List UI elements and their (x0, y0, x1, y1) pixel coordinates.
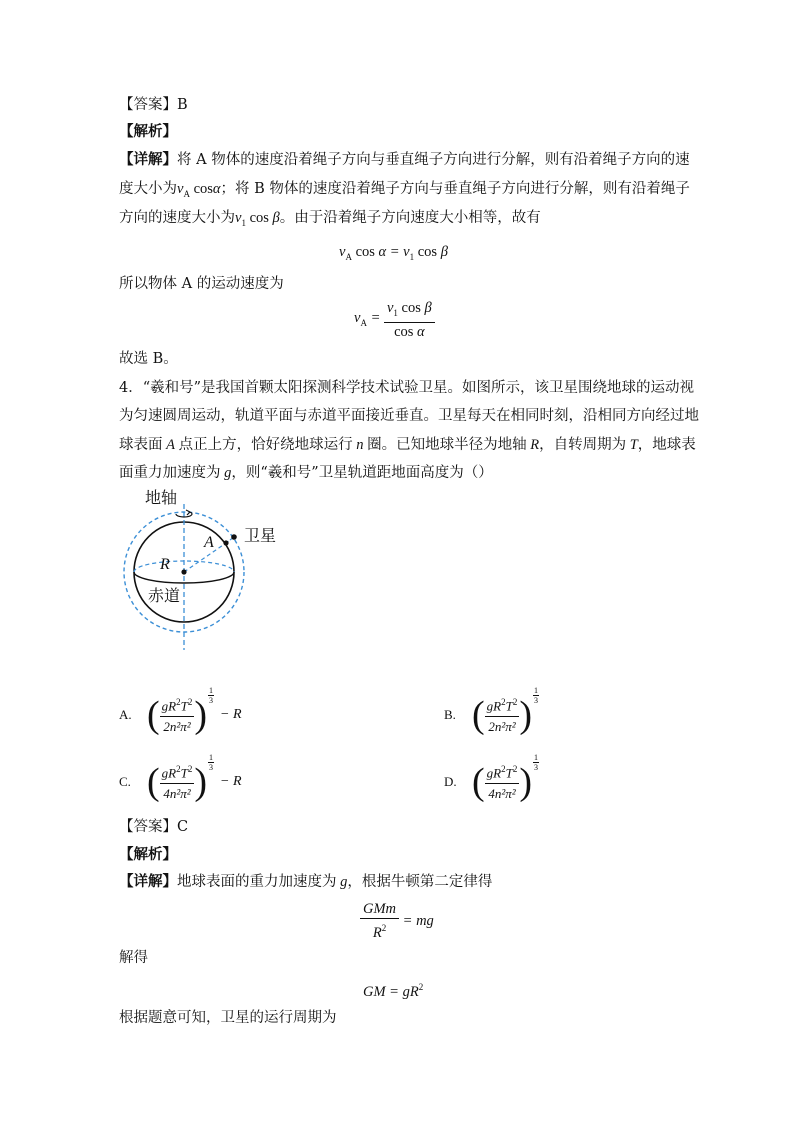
q3-detail-line2 (119, 179, 690, 204)
q3-detail-line3 (119, 208, 541, 233)
q3-line1-text: 将 A 物体的速度沿着绳子方向与垂直绳子方向进行分解，则有沿着绳子方向的速 (177, 152, 690, 168)
option-b-label: B. (444, 706, 456, 722)
q4-period-intro: 根据题意可知，卫星的运行周期为 (119, 1010, 337, 1026)
q3-line2b-text: ；将 B 物体的速度沿着绳子方向与垂直绳子方向进行分解，则有沿着绳子 (220, 181, 690, 197)
option-d-label: D. (444, 773, 457, 789)
option-b[interactable]: B. ( $\frac{gR^2T^2}{\text{2n²π²}}$ ) 1 3 (444, 686, 538, 736)
equation-gm: GM = $gR^2$ (363, 982, 424, 1000)
q4-line4: 面重力加速度为 g，则“羲和号”卫星轨道距地面高度为（） (119, 465, 493, 481)
q4-line3d-text: ，自转周期为 (539, 437, 627, 453)
fraction-va: $\frac{v_1 \cos \beta}{\text{cos α}}$ (384, 300, 435, 340)
q4-answer: 【答案】C (119, 819, 189, 835)
label-radius: R (160, 556, 170, 573)
option-a-denominator: 2n²π² (163, 719, 191, 735)
option-a-label: A. (119, 706, 132, 722)
q4-line4b-text: ，则“羲和号”卫星轨道距地面高度为（） (231, 465, 493, 481)
q3-answer: 【答案】B (119, 97, 188, 113)
q4-analysis-heading: 【解析】 (119, 846, 177, 863)
point-a (223, 540, 228, 545)
option-c-denominator: 4n²π² (163, 786, 191, 802)
satellite-point (231, 534, 237, 540)
q3-analysis-heading: 【解析】 (119, 123, 177, 140)
formula-va-cos: $v_A$ cosα (177, 181, 221, 199)
q3-line3b-text: 。由于沿着绳子方向速度大小相等，故有 (279, 210, 541, 226)
option-c-label: C. (119, 773, 131, 789)
q4-detail-line1: 【详解】地球表面的重力加速度为 g，根据牛顿第二定律得 (119, 873, 493, 890)
q4-line3e-text: ，地球表 (637, 437, 696, 453)
option-d-denominator: 4n²π² (488, 786, 516, 802)
equation-velocity-equal: $v_A$ $\cos \alpha = v_1$ cos β (339, 244, 448, 262)
q4-line3: 球表面 A 点正上方，恰好绕地球运行 n 圈。已知地球半径为地轴 R，自转周期为 T，地球表 (119, 437, 696, 453)
label-satellite: 卫星 (244, 526, 277, 545)
label-point-a: A (204, 534, 214, 551)
q3-choose: 故选 B。 (119, 351, 178, 367)
option-c[interactable]: C. ( $\frac{gR^2T^2}{\text{4n²π²}}$ ) 1 3 − R (119, 753, 242, 803)
center-point (181, 569, 186, 574)
q4-detail-tag: 【详解】 (119, 873, 177, 890)
label-equator: 赤道 (148, 586, 181, 605)
q4-solve: 解得 (119, 950, 148, 966)
option-d[interactable]: D. ( $\frac{gR^2T^2}{\text{4n²π²}}$ ) 1 3 (444, 753, 538, 803)
q3-line2a-text: 度大小为 (119, 181, 177, 197)
q4-line3c-text: 圈。已知地球半径为地轴 (367, 437, 527, 453)
formula-v1-cos: $v_1$ cos β (235, 210, 280, 228)
option-a[interactable]: A. ( $\frac{gR^2T^2}{\text{2n²π²}}$ ) 1 3 − R (119, 686, 242, 736)
q3-so-line: 所以物体 A 的运动速度为 (119, 276, 284, 292)
q4-line4a-text: 面重力加速度为 (119, 465, 221, 481)
option-b-denominator: 2n²π² (488, 719, 516, 735)
q3-detail-line1 (119, 150, 690, 170)
equation-va: $v_A$ = $\frac{v_1 \cos \beta}{\text{cos α}}$ (354, 300, 435, 340)
q4-detail1a-text: 地球表面的重力加速度为 (177, 874, 337, 890)
q3-detail-tag: 【详解】 (119, 151, 177, 168)
q3-line3a-text: 方向的速度大小为 (119, 210, 235, 226)
q4-line2: 为匀速圆周运动，轨道平面与赤道平面接近垂直。卫星每天在相同时刻，沿相同方向经过地 (119, 408, 699, 424)
q4-line3b-text: 点正上方，恰好绕地球运行 (178, 437, 353, 453)
earth-orbit-figure (118, 486, 288, 654)
q4-line3a-text: 球表面 (119, 437, 163, 453)
label-earth-axis: 地轴 (145, 488, 178, 507)
equation-newton: $\frac{\text{GMm}}{R^2}$ = mg (360, 901, 434, 941)
q4-line1: 4．“羲和号”是我国首颗太阳探测科学技术试验卫星。如图所示，该卫星围绕地球的运动视 (119, 380, 695, 396)
q4-detail1b-text: ，根据牛顿第二定律得 (347, 874, 493, 890)
